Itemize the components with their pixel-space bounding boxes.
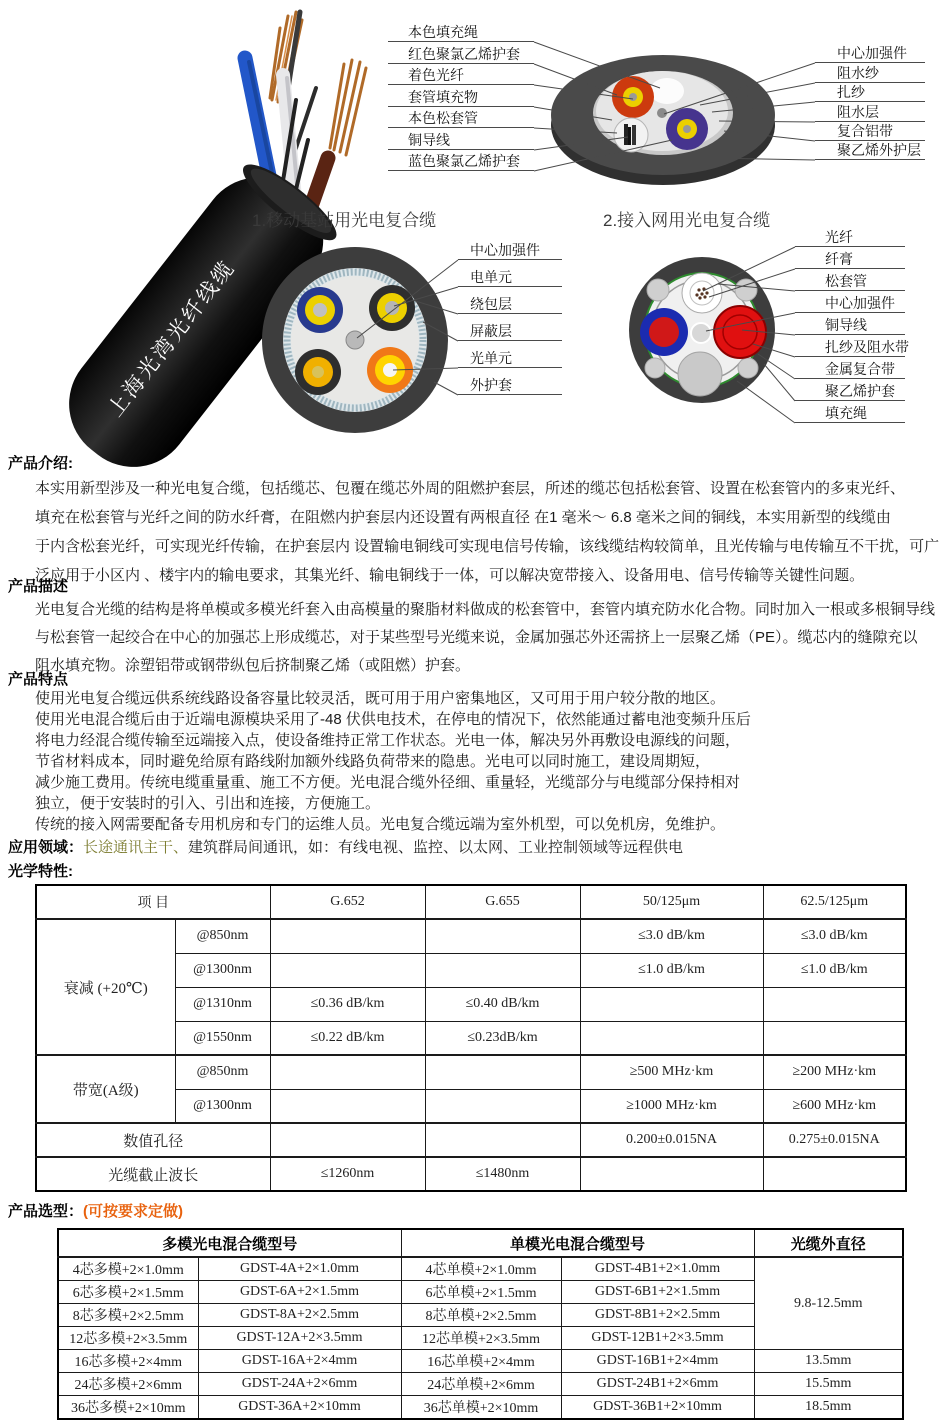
- cell: 12芯单模+2×3.5mm: [401, 1327, 561, 1350]
- intro-heading: 产品介绍:: [8, 455, 73, 472]
- empty-cell: [763, 1157, 906, 1191]
- cell: 8芯单模+2×2.5mm: [401, 1304, 561, 1327]
- value-cell: 0.200±0.015NA: [580, 1123, 763, 1157]
- intro-line: 本实用新型涉及一种光电复合缆，包括缆芯、包覆在缆芯外周的阻燃护套层，所述的缆芯包括松套管、设置在松套管内的多束光纤、: [35, 480, 906, 497]
- cell: 4芯多模+2×1.0mm: [58, 1257, 198, 1281]
- diameter-cell: 18.5mm: [754, 1396, 903, 1420]
- cell: GDST-16A+2×4mm: [198, 1350, 401, 1373]
- col-header-diameter: 光缆外直径: [754, 1229, 903, 1257]
- central-strength-member-shape: [657, 108, 667, 118]
- selection-header-row: [58, 1229, 903, 1257]
- empty-cell: [270, 953, 425, 987]
- empty-cell: [270, 1089, 425, 1123]
- wavelength-cell: @1550nm: [175, 1021, 270, 1055]
- wavelength-cell: @1310nm: [175, 987, 270, 1021]
- diagram2-cross-section: [625, 252, 780, 412]
- central-strength-member-shape: [346, 331, 364, 349]
- cable-brand-text: 上海光湾光纤线缆: [103, 255, 241, 422]
- d2-label-copper-wire: 铜导线: [795, 316, 905, 335]
- callout-label-water-layer: 阻水层: [815, 103, 925, 122]
- selection-row: [58, 1373, 903, 1396]
- empty-cell: [425, 1089, 580, 1123]
- empty-cell: [425, 919, 580, 953]
- col-header-g655: G.655: [425, 885, 580, 919]
- diameter-cell: 15.5mm: [754, 1373, 903, 1396]
- value-cell: ≤0.40 dB/km: [425, 987, 580, 1021]
- value-cell: ≥1000 MHz·km: [580, 1089, 763, 1123]
- wavelength-cell: @850nm: [175, 919, 270, 953]
- cell: GDST-8B1+2×2.5mm: [561, 1304, 754, 1327]
- intro-line: 于内含松套光纤，可实现光纤传输，在护套层内 设置输电铜线可实现电信号传输，该线缆结构较简单，且光传输与电传输互不干扰，可广: [35, 538, 939, 555]
- d2-label-pe-sheath: 聚乙烯护套: [795, 382, 905, 401]
- intro-line: 泛应用于小区内 、楼宇内的输电要求，其集光纤、输电铜线于一体，可以解决宽带接入、设备用电、信号传输等关键性问题。: [35, 567, 865, 584]
- cell: 12芯多模+2×3.5mm: [58, 1327, 198, 1350]
- description-paragraph: [35, 596, 936, 680]
- cutoff-row: [36, 1157, 906, 1191]
- hero-section: [0, 0, 925, 450]
- d1-label-outer-sheath: 外护套: [458, 376, 562, 395]
- cell: GDST-24B1+2×6mm: [561, 1373, 754, 1396]
- feature-line: 减少施工费用。传统电缆重量重、施工不方便。光电混合缆外径细、重量轻，光缆部分与电缆部分保持相对: [35, 774, 741, 791]
- cutoff-label: 光缆截止波长: [36, 1157, 270, 1191]
- cell: GDST-36B1+2×10mm: [561, 1396, 754, 1420]
- d2-label-loose-tube: 松套管: [795, 272, 905, 291]
- callout-label-blue-pvc: 蓝色聚氯乙烯护套: [388, 152, 534, 171]
- cell: GDST-8A+2×2.5mm: [198, 1304, 401, 1327]
- cell: GDST-16B1+2×4mm: [561, 1350, 754, 1373]
- callout-label-water-yarn: 阻水纱: [815, 64, 925, 83]
- feature-line: 将电力经混合缆传输至远端接入点，使设备维持正常工作状态。光电一体，解决另外再敷设电源线的问题，: [35, 732, 741, 749]
- d2-label-fiber: 光纤: [795, 228, 905, 247]
- callout-label-binder-yarn: 扎纱: [815, 83, 925, 102]
- application-highlight: 长途通讯主干、: [83, 839, 189, 856]
- cell: 24芯单模+2×6mm: [401, 1373, 561, 1396]
- callout-label-red-pvc: 红色聚氯乙烯护套: [388, 45, 534, 64]
- d1-label-shield-layer: 屏蔽层: [458, 322, 562, 341]
- value-cell: ≤1260nm: [270, 1157, 425, 1191]
- callout-label-pe-sheath: 聚乙烯外护层: [815, 141, 925, 160]
- callout-label-colored-fiber: 着色光纤: [388, 66, 534, 85]
- cell: 24芯多模+2×6mm: [58, 1373, 198, 1396]
- callout-label-central-member: 中心加强件: [815, 44, 925, 63]
- callout-label-copper-wire: 铜导线: [388, 131, 534, 150]
- empty-cell: [763, 987, 906, 1021]
- cell: GDST-36A+2×10mm: [198, 1396, 401, 1420]
- col-header-g652: G.652: [270, 885, 425, 919]
- d2-label-metal-tape: 金属复合带: [795, 360, 905, 379]
- features-paragraph: [35, 688, 917, 835]
- feature-line: 节省材料成本，同时避免给原有路线附加额外线路负荷带来的隐患。光电可以同时施工，建设周期短，: [35, 753, 711, 770]
- numerical-aperture-row: [36, 1123, 906, 1157]
- red-copper-unit: [714, 306, 766, 358]
- col-header-62-125: 62.5/125μm: [763, 885, 906, 919]
- application-line: [8, 836, 683, 857]
- top-cross-section-diagram: [545, 45, 780, 195]
- empty-cell: [425, 1055, 580, 1089]
- empty-cell: [270, 1123, 425, 1157]
- empty-cell: [270, 919, 425, 953]
- description-line: 与松套管一起绞合在中心的加强芯上形成缆芯，对于某些型号光缆来说，金属加强芯外还需挤上一层聚乙烯（PE）。缆芯内的缝隙充以: [35, 629, 918, 646]
- value-cell: ≤3.0 dB/km: [763, 919, 906, 953]
- callout-label-filler-rope: 本色填充绳: [388, 23, 534, 42]
- d1-label-electric-unit: 电单元: [458, 268, 562, 287]
- features-heading: 产品特点: [8, 671, 69, 688]
- cell: GDST-24A+2×6mm: [198, 1373, 401, 1396]
- intro-line: 填充在松套管与光纤之间的防水纤膏，在阻燃内护套层内还设置有两根直径 在1 毫米～ 6.8 毫米之间的铜线，本实用新型的线缆由: [35, 509, 891, 526]
- d1-label-optical-unit: 光单元: [458, 349, 562, 368]
- cell: 8芯多模+2×2.5mm: [58, 1304, 198, 1327]
- attenuation-label: 衰减 (+20℃): [36, 919, 175, 1055]
- cell: 16芯多模+2×4mm: [58, 1350, 198, 1373]
- bandwidth-label: 带宽(A级): [36, 1055, 175, 1123]
- col-header-item: 项 目: [36, 885, 270, 919]
- filler-rope-shape: [650, 78, 684, 104]
- empty-cell: [580, 987, 763, 1021]
- selection-heading-line: [8, 1200, 183, 1221]
- value-cell: ≤1.0 dB/km: [580, 953, 763, 987]
- optical-header-row: [36, 885, 906, 919]
- wavelength-cell: @850nm: [175, 1055, 270, 1089]
- cell: 4芯单模+2×1.0mm: [401, 1257, 561, 1281]
- value-cell: ≤1480nm: [425, 1157, 580, 1191]
- cell: 16芯单模+2×4mm: [401, 1350, 561, 1373]
- diameter-cell: 9.8-12.5mm: [754, 1257, 903, 1350]
- application-heading: 应用领域：: [8, 839, 84, 856]
- cell: 6芯单模+2×1.5mm: [401, 1281, 561, 1304]
- selection-row: [58, 1350, 903, 1373]
- numerical-aperture-label: 数值孔径: [36, 1123, 270, 1157]
- col-header-multimode: 多模光电混合缆型号: [58, 1229, 401, 1257]
- cell: GDST-4A+2×1.0mm: [198, 1257, 401, 1281]
- empty-cell: [270, 1055, 425, 1089]
- value-cell: ≤0.36 dB/km: [270, 987, 425, 1021]
- cell: 36芯多模+2×10mm: [58, 1396, 198, 1420]
- diameter-cell: 13.5mm: [754, 1350, 903, 1373]
- bandwidth-row-850: [36, 1055, 906, 1089]
- empty-cell: [425, 953, 580, 987]
- attenuation-row-850: [36, 919, 906, 953]
- d2-label-central-member: 中心加强件: [795, 294, 905, 313]
- intro-paragraph: [35, 474, 939, 590]
- wavelength-cell: @1300nm: [175, 1089, 270, 1123]
- selection-row: [58, 1396, 903, 1420]
- value-cell: ≤0.22 dB/km: [270, 1021, 425, 1055]
- large-filler-shape: [678, 352, 722, 396]
- feature-line: 传统的接入网需要配备专用机房和专门的运维人员。光电复合缆远端为室外机型，可以免机房，免维护。: [35, 816, 726, 833]
- feature-line: 使用光电混合缆后由于近端电源模块采用了-48 伏供电技术，在停电的情况下，依然能通过蓄电池变频升压后: [35, 711, 751, 728]
- optical-characteristics-table: [35, 884, 907, 1192]
- cell: 36芯单模+2×10mm: [401, 1396, 561, 1420]
- wavelength-cell: @1300nm: [175, 953, 270, 987]
- application-rest: 建筑群局间通讯，如：有线电视、监控、以太网、工业控制领域等远程供电: [188, 839, 684, 856]
- product-selection-table: [57, 1228, 904, 1420]
- callout-label-tube-filler: 套管填充物: [388, 88, 534, 107]
- value-cell: ≤3.0 dB/km: [580, 919, 763, 953]
- value-cell: ≤0.23dB/km: [425, 1021, 580, 1055]
- copper-strands-right: [330, 60, 366, 155]
- callout-label-composite-tape: 复合铝带: [815, 122, 925, 141]
- cell: 6芯多模+2×1.5mm: [58, 1281, 198, 1304]
- diagram2-title: 2.接入网用光电复合缆: [603, 211, 771, 230]
- callout-label-loose-tube: 本色松套管: [388, 109, 534, 128]
- cell: GDST-12A+2×3.5mm: [198, 1327, 401, 1350]
- optical-heading: 光学特性:: [8, 863, 73, 880]
- cell: GDST-12B1+2×3.5mm: [561, 1327, 754, 1350]
- description-line: 阻水填充物。涂塑铝带或钢带纵包后挤制聚乙烯（或阻燃）护套。: [35, 657, 471, 674]
- d2-label-gel: 纤膏: [795, 250, 905, 269]
- value-cell: 0.275±0.015NA: [763, 1123, 906, 1157]
- col-header-singlemode: 单模光电混合缆型号: [401, 1229, 754, 1257]
- empty-cell: [763, 1021, 906, 1055]
- selection-row: [58, 1257, 903, 1281]
- selection-heading: 产品选型：: [8, 1203, 84, 1220]
- cell: GDST-4B1+2×1.0mm: [561, 1257, 754, 1281]
- description-line: 光电复合光缆的结构是将单模或多模光纤套入由高模量的聚脂材料做成的松套管中，套管内填充防水化合物。同时加入一根或多根铜导线: [35, 601, 936, 618]
- empty-cell: [580, 1021, 763, 1055]
- d2-label-binder-water-tape: 扎纱及阻水带: [795, 338, 905, 357]
- value-cell: ≥600 MHz·km: [763, 1089, 906, 1123]
- d2-label-filler-rope: 填充绳: [795, 404, 905, 423]
- col-header-50-125: 50/125μm: [580, 885, 763, 919]
- value-cell: ≥500 MHz·km: [580, 1055, 763, 1089]
- cell: GDST-6B1+2×1.5mm: [561, 1281, 754, 1304]
- diagram1-title: 1.移动基站用光电复合缆: [252, 211, 437, 230]
- value-cell: ≥200 MHz·km: [763, 1055, 906, 1089]
- cell: GDST-6A+2×1.5mm: [198, 1281, 401, 1304]
- empty-cell: [580, 1157, 763, 1191]
- value-cell: ≤1.0 dB/km: [763, 953, 906, 987]
- diagram1-cross-section: [250, 243, 470, 443]
- central-strength-member-shape: [691, 323, 711, 343]
- description-heading: 产品描述: [8, 578, 69, 595]
- d1-label-central-member: 中心加强件: [458, 241, 562, 260]
- selection-note: (可按要求定做): [83, 1203, 184, 1220]
- empty-cell: [425, 1123, 580, 1157]
- d1-label-wrap-layer: 绕包层: [458, 295, 562, 314]
- feature-line: 独立，便于安装时的引入、引出和连接，方便施工。: [35, 795, 381, 812]
- feature-line: 使用光电复合缆远供系统线路设备容量比较灵活，既可用于用户密集地区，又可用于用户较分散的地区。: [35, 690, 726, 707]
